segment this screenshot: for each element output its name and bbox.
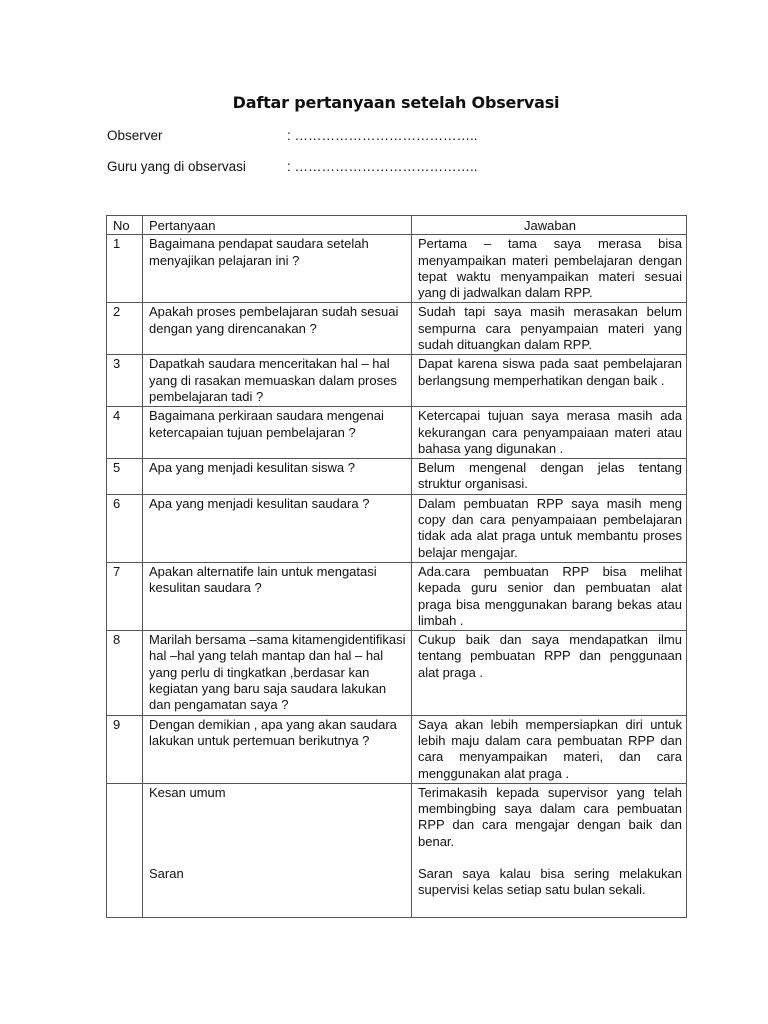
observed-teacher-value: : ………………………………….. [287,159,478,174]
row-number: 5 [107,459,143,495]
row-number: 1 [107,235,143,303]
observer-label: Observer [107,128,163,143]
row-answer: Saya akan lebih mempersiapkan diri untuk lebih maju dalam cara pembuatan RPP dan cara menyampaikan materi, dan cara menggunakan alat praga . [412,715,687,783]
closing-answers [412,783,687,917]
row-question: Apakah proses pembelajaran sudah sesuai dengan yang direncanakan ? [143,303,412,355]
table-row [107,562,687,630]
kesan-label: Kesan umum [149,784,226,800]
saran-label: Saran [149,866,184,882]
spacer [149,801,407,866]
closing-row [107,783,687,917]
row-answer: Cukup baik dan saya mendapatkan ilmu tentang pembuatan RPP dan penggunaan alat praga . [412,631,687,715]
closing-number-cell [107,783,143,917]
table-row [107,459,687,495]
table-row [107,235,687,303]
header-no: No [107,216,143,235]
page-title: Daftar pertanyaan setelah Observasi [232,93,560,112]
row-question: Marilah bersama –sama kitamengidentifikasi hal –hal yang telah mantap dan hal – hal yang perlu di tingkatkan ,berdasar kan kegiatan yang baru saja saudara lakukan dan pengamatan saya ? [143,631,412,715]
header-question: Pertanyaan [143,216,412,235]
closing-labels [143,783,412,917]
question-table [106,215,687,918]
observer-field [107,128,478,143]
row-question: Apakan alternatife lain untuk mengatasi kesulitan saudara ? [143,562,412,630]
row-number: 6 [107,494,143,562]
table-row [107,631,687,715]
observed-teacher-label: Guru yang di observasi [107,159,246,174]
row-number: 9 [107,715,143,783]
row-answer: Ketercapai tujuan saya merasa masih ada kekurangan cara penyampaiaan materi atau bahasa yang digunakan . [412,407,687,459]
row-answer: Sudah tapi saya masih merasakan belum sempurna cara penyampaian materi yang sudah dituangkan dalam RPP. [412,303,687,355]
row-number: 3 [107,355,143,407]
row-question: Apa yang menjadi kesulitan siswa ? [143,459,412,495]
row-answer: Pertama – tama saya merasa bisa menyampaikan materi pembelajaran dengan tepat waktu menyampaikan materi sesuai yang di jadwalkan dalam RPP. [412,235,687,303]
row-number: 8 [107,631,143,715]
table-header-row [107,216,687,235]
row-question: Dengan demikian , apa yang akan saudara lakukan untuk pertemuan berikutnya ? [143,715,412,783]
table-row [107,303,687,355]
row-question: Apa yang menjadi kesulitan saudara ? [143,494,412,562]
table-row [107,494,687,562]
table-row [107,355,687,407]
row-number: 2 [107,303,143,355]
observed-teacher-field [107,159,478,174]
row-question: Dapatkah saudara menceritakan hal – hal yang di rasakan memuaskan dalam proses pembelajaran tadi ? [143,355,412,407]
table-row [107,715,687,783]
row-question: Bagaimana pendapat saudara setelah menyajikan pelajaran ini ? [143,235,412,303]
row-answer: Dapat karena siswa pada saat pembelajaran berlangsung memperhatikan dengan baik . [412,355,687,407]
observer-value: : ………………………………….. [287,128,478,143]
saran-text: Saran saya kalau bisa sering melakukan supervisi kelas setiap satu bulan sekali. [418,865,682,898]
row-answer: Ada.cara pembuatan RPP bisa melihat kepada guru senior dan pembuatan alat praga bisa menggunakan barang bekas atau limbah . [412,562,687,630]
row-number: 7 [107,562,143,630]
table-row [107,407,687,459]
row-question: Bagaimana perkiraan saudara mengenai ketercapaian tujuan pembelajaran ? [143,407,412,459]
row-number: 4 [107,407,143,459]
row-answer: Belum mengenal dengan jelas tentang struktur organisasi. [412,459,687,495]
header-answer: Jawaban [412,216,687,235]
row-answer: Dalam pembuatan RPP saya masih meng copy dan cara penyampaiaan pembelajaran tidak ada alat praga untuk membantu proses belajar mengajar. [412,494,687,562]
spacer [418,850,682,866]
kesan-text: Terimakasih kepada supervisor yang telah membingbing saya dalam cara pembuatan RPP dan cara mengajar dengan baik dan benar. [418,784,682,849]
